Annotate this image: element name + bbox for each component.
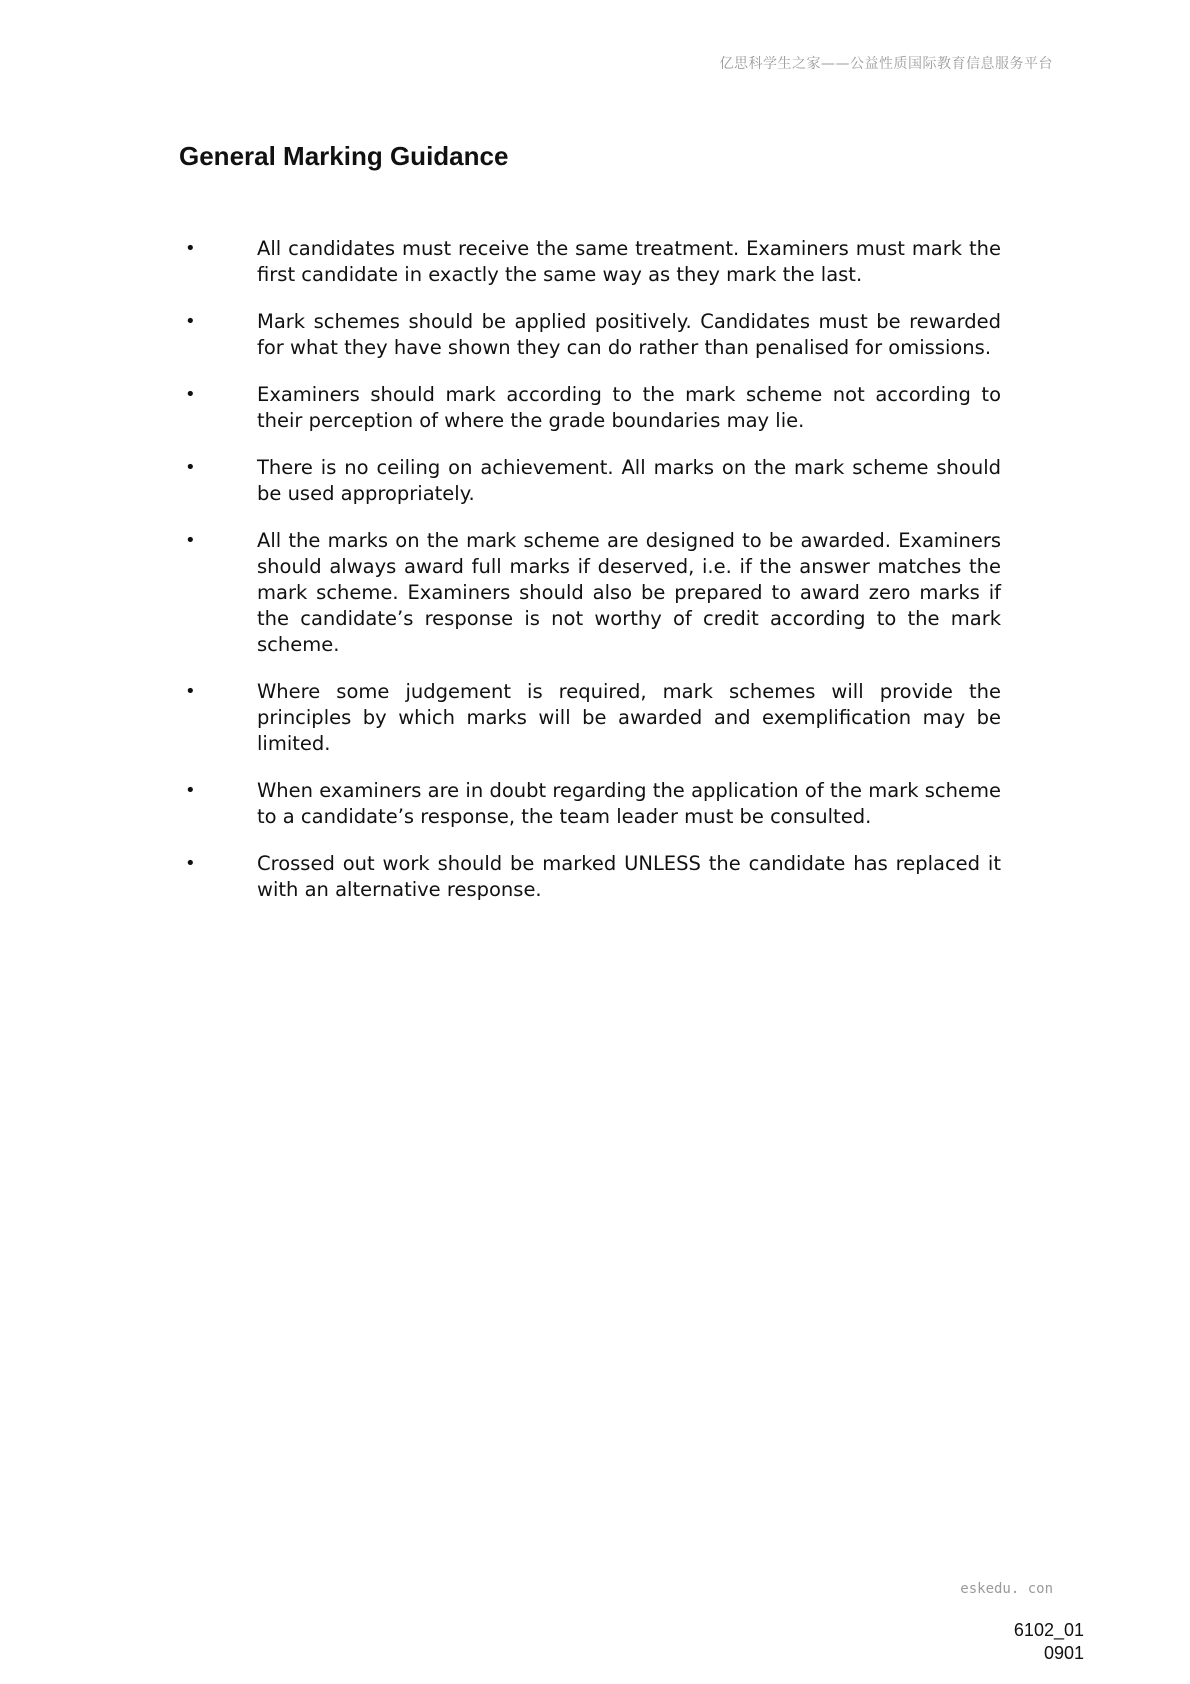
bullet-icon: • bbox=[185, 681, 196, 702]
bullet-icon: • bbox=[185, 853, 196, 874]
guidance-item-4 bbox=[179, 455, 1001, 507]
bullet-icon: • bbox=[185, 780, 196, 801]
guidance-item-5 bbox=[179, 528, 1001, 658]
guidance-text: Mark schemes should be applied positively. Candidates must be rewarded for what they have shown they can do rather than penalised for omissions. bbox=[257, 310, 1001, 359]
bullet-icon: • bbox=[185, 457, 196, 478]
header-watermark: 亿思科学生之家——公益性质国际教育信息服务平台 bbox=[719, 56, 1053, 72]
bullet-icon: • bbox=[185, 384, 196, 405]
guidance-item-8 bbox=[179, 851, 1001, 903]
guidance-text: Examiners should mark according to the mark scheme not according to their perception of where the grade boundaries may lie. bbox=[257, 383, 1001, 432]
bullet-icon: • bbox=[185, 530, 196, 551]
document-code bbox=[1014, 1619, 1084, 1665]
guidance-text: Crossed out work should be marked UNLESS the candidate has replaced it with an alternative response. bbox=[257, 852, 1001, 901]
guidance-text: Where some judgement is required, mark schemes will provide the principles by which marks will be awarded and exemplification may be limited. bbox=[257, 680, 1001, 755]
guidance-item-7 bbox=[179, 778, 1001, 830]
guidance-item-3 bbox=[179, 382, 1001, 434]
guidance-item-6 bbox=[179, 679, 1001, 757]
guidance-text: All the marks on the mark scheme are designed to be awarded. Examiners should always award full marks if deserved, i.e. if the answer matches the mark scheme. Examiners should also be prepared to award zero marks if the candidate’s response is not worthy of credit according to the mark scheme. bbox=[257, 529, 1001, 656]
guidance-text: When examiners are in doubt regarding the application of the mark scheme to a candidate’s response, the team leader must be consulted. bbox=[257, 779, 1001, 828]
page-title: General Marking Guidance bbox=[179, 141, 509, 171]
document-code-line-1: 6102_01 bbox=[1013, 1620, 1084, 1640]
footer-watermark: eskedu. con bbox=[960, 1581, 1053, 1597]
bullet-icon: • bbox=[185, 311, 196, 332]
guidance-list bbox=[179, 236, 1001, 924]
guidance-text: All candidates must receive the same treatment. Examiners must mark the first candidate in exactly the same way as they mark the last. bbox=[257, 237, 1001, 286]
guidance-item-2 bbox=[179, 309, 1001, 361]
guidance-text: There is no ceiling on achievement. All marks on the mark scheme should be used appropriately. bbox=[257, 456, 1001, 505]
bullet-icon: • bbox=[185, 238, 196, 259]
document-code-line-2: 0901 bbox=[1043, 1643, 1084, 1663]
guidance-item-1 bbox=[179, 236, 1001, 288]
